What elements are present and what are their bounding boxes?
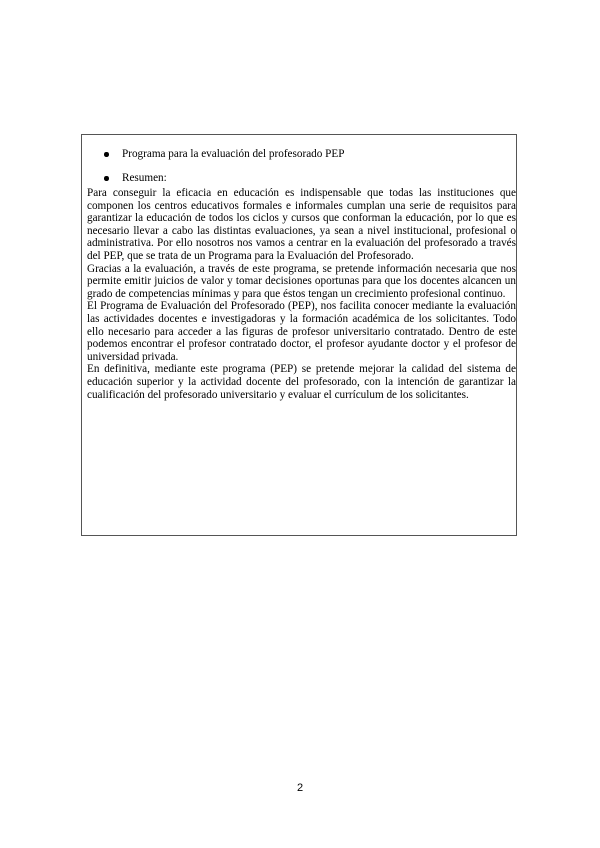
summary-text xyxy=(87,187,516,401)
paragraph: En definitiva, mediante este programa (PEP) se pretende mejorar la calidad del sistema de educación superior y la actividad docente del profesorado, con la intención de garantizar la cualificación del profesorado universitario y evaluar el currículum de los solicitantes. xyxy=(87,363,516,401)
content-box xyxy=(81,134,517,536)
bullet-icon xyxy=(104,152,109,157)
bullet-text: Programa para la evaluación del profesorado PEP xyxy=(122,148,345,160)
paragraph: Para conseguir la eficacia en educación es indispensable que todas las instituciones que componen los centros educativos formales e informales cumplan una serie de requisitos para garantizar la educación de todos los ciclos y cursos que conforman la educación, por lo que es necesario llevar a cabo las distintas evaluaciones, ya sean a nivel institucional, profesional o administrativa. Por ello nosotros nos vamos a centrar en la evaluación del profesorado a través del PEP, que se trata de un Programa para la Evaluación del Profesorado. xyxy=(87,187,516,262)
paragraph: El Programa de Evaluación del Profesorado (PEP), nos facilita conocer mediante la evaluación las actividades docentes e investigadoras y la formación académica de los solicitantes. Todo ello necesario para acceder a las figuras de profesor universitario contratado. Dentro de este podemos encontrar el profesor contratado doctor, el profesor ayudante doctor y el profesor de universidad privada. xyxy=(87,300,516,363)
bullet-text: Resumen: xyxy=(122,172,167,184)
page-number: 2 xyxy=(296,782,304,794)
paragraph: Gracias a la evaluación, a través de este programa, se pretende información necesaria que nos permite emitir juicios de valor y tomar decisiones oportunas para que los docentes alcancen un grado de competencias mínimas y para que éstos tengan un crecimiento profesional continuo. xyxy=(87,262,516,300)
bullet-icon xyxy=(104,176,109,181)
